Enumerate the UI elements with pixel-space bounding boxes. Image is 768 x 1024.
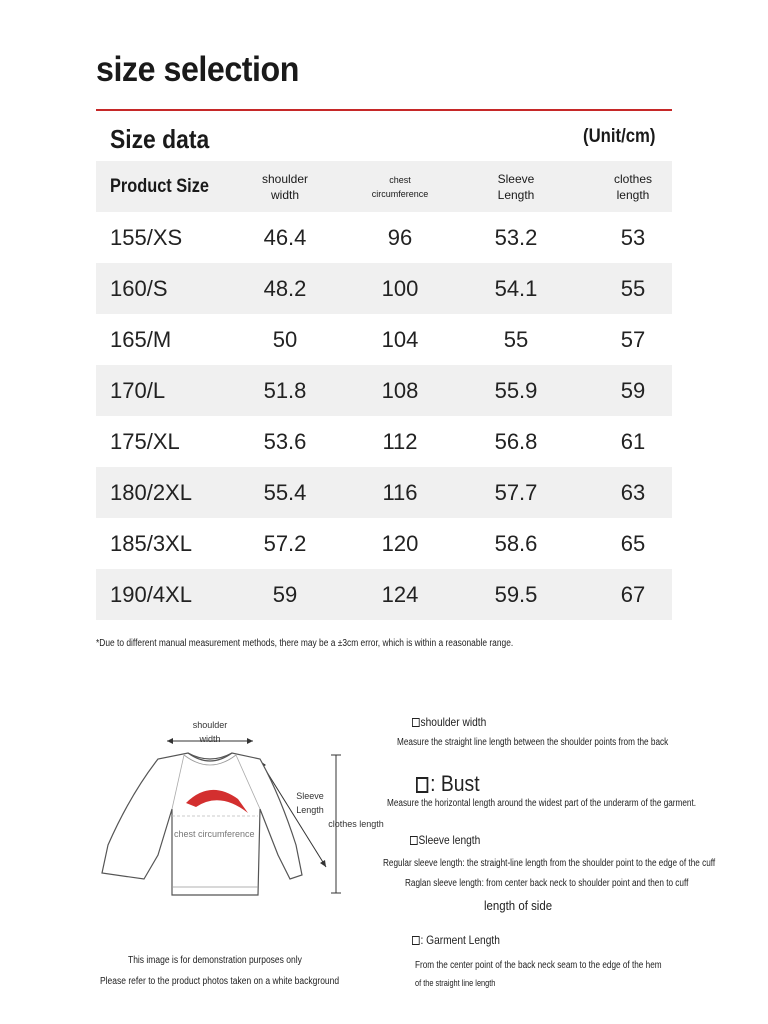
length-cell: 61 xyxy=(620,428,646,454)
bust-definition-title: : Bust xyxy=(416,771,480,797)
garment-length-definition-2: of the straight line length xyxy=(415,978,496,988)
sleeve-cell: 56.8 xyxy=(494,428,538,454)
shoulder-cell: 55.4 xyxy=(263,479,307,505)
header-product-size: Product Size xyxy=(110,175,209,197)
shoulder-cell: 51.8 xyxy=(263,377,307,403)
placeholder-glyph-icon xyxy=(410,836,418,845)
garment-length-definition: From the center point of the back neck seam to the edge of the hem xyxy=(415,960,662,971)
table-row xyxy=(96,467,672,518)
size-cell: 190/4XL xyxy=(110,581,192,607)
chest-cell: 100 xyxy=(381,275,419,301)
shoulder-cell: 59 xyxy=(272,581,298,607)
table-header-row xyxy=(96,161,672,212)
sleeve-cell: 59.5 xyxy=(494,581,538,607)
length-cell: 59 xyxy=(620,377,646,403)
sleeve-cell: 55 xyxy=(503,326,529,352)
size-cell: 185/3XL xyxy=(110,530,192,556)
shoulder-cell: 46.4 xyxy=(263,224,307,250)
size-table xyxy=(96,161,672,620)
chest-cell: 96 xyxy=(387,224,413,250)
header-clothes-length: clothes length xyxy=(613,171,653,202)
page-title: size selection xyxy=(96,50,299,89)
unit-label: (Unit/cm) xyxy=(583,126,656,147)
shoulder-cell: 50 xyxy=(272,326,298,352)
length-cell: 55 xyxy=(620,275,646,301)
table-row xyxy=(96,314,672,365)
chest-cell: 112 xyxy=(382,428,418,454)
sleeve-length-definition-raglan: Raglan sleeve length: from center back neck to shoulder point and then to cuff xyxy=(405,878,689,889)
table-row xyxy=(96,365,672,416)
garment-length-definition-title: : Garment Length xyxy=(412,933,500,947)
chest-cell: 120 xyxy=(381,530,419,556)
shoulder-width-definition-title: shoulder width xyxy=(412,715,486,729)
placeholder-glyph-icon xyxy=(412,936,420,945)
sleeve-length-definition-regular: Regular sleeve length: the straight-line length from the shoulder point to the edge of the cuff xyxy=(383,858,716,869)
table-row xyxy=(96,212,672,263)
size-cell: 155/XS xyxy=(110,224,183,250)
placeholder-glyph-icon xyxy=(416,777,428,793)
sleeve-cell: 54.1 xyxy=(494,275,538,301)
sleeve-cell: 55.9 xyxy=(494,377,538,403)
diagram-caption-1: This image is for demonstration purposes only xyxy=(128,955,302,966)
sleeve-cell: 58.6 xyxy=(494,530,538,556)
sleeve-length-subtitle: length of side xyxy=(484,898,553,913)
shoulder-cell: 53.6 xyxy=(263,428,307,454)
size-cell: 180/2XL xyxy=(110,479,192,505)
chest-cell: 116 xyxy=(382,479,418,505)
diagram-length-label: clothes length xyxy=(328,819,384,829)
title-divider xyxy=(96,109,672,111)
diagram-sleeve-label: Sleeve Length xyxy=(296,791,324,815)
length-cell: 67 xyxy=(620,581,646,607)
sleeve-cell: 53.2 xyxy=(494,224,538,250)
diagram-caption-2: Please refer to the product photos taken on a white background xyxy=(100,976,340,987)
table-row xyxy=(96,569,672,620)
header-shoulder-width: shoulder width xyxy=(261,171,309,202)
size-cell: 160/S xyxy=(110,275,168,301)
chest-cell: 124 xyxy=(381,581,419,607)
table-row xyxy=(96,416,672,467)
shoulder-cell: 57.2 xyxy=(263,530,307,556)
length-cell: 65 xyxy=(620,530,646,556)
shoulder-width-definition: Measure the straight line length between the shoulder points from the back xyxy=(397,737,669,748)
sleeve-cell: 57.7 xyxy=(494,479,538,505)
size-cell: 175/XL xyxy=(110,428,180,454)
size-cell: 170/L xyxy=(110,377,166,403)
header-chest-circumference: chest circumference xyxy=(371,174,429,199)
sleeve-length-definition-title: Sleeve length xyxy=(410,833,480,847)
diagram-chest-label: chest circumference xyxy=(174,829,255,839)
shoulder-cell: 48.2 xyxy=(263,275,307,301)
length-cell: 63 xyxy=(620,479,646,505)
bust-definition: Measure the horizontal length around the widest part of the underarm of the garment. xyxy=(387,798,697,809)
garment-diagram xyxy=(100,715,384,915)
table-row xyxy=(96,263,672,314)
chest-cell: 108 xyxy=(381,377,419,403)
measurement-footnote: *Due to different manual measurement methods, there may be a ±3cm error, which is within a reasonable range. xyxy=(96,638,514,649)
chest-cell: 104 xyxy=(381,326,419,352)
table-row xyxy=(96,518,672,569)
diagram-shoulder-label: shoulder width xyxy=(192,720,228,744)
header-sleeve-length: Sleeve Length xyxy=(497,171,535,202)
placeholder-glyph-icon xyxy=(412,718,420,727)
length-cell: 57 xyxy=(620,326,646,352)
size-cell: 165/M xyxy=(110,326,172,352)
size-data-title: Size data xyxy=(110,124,210,154)
length-cell: 53 xyxy=(620,224,646,250)
